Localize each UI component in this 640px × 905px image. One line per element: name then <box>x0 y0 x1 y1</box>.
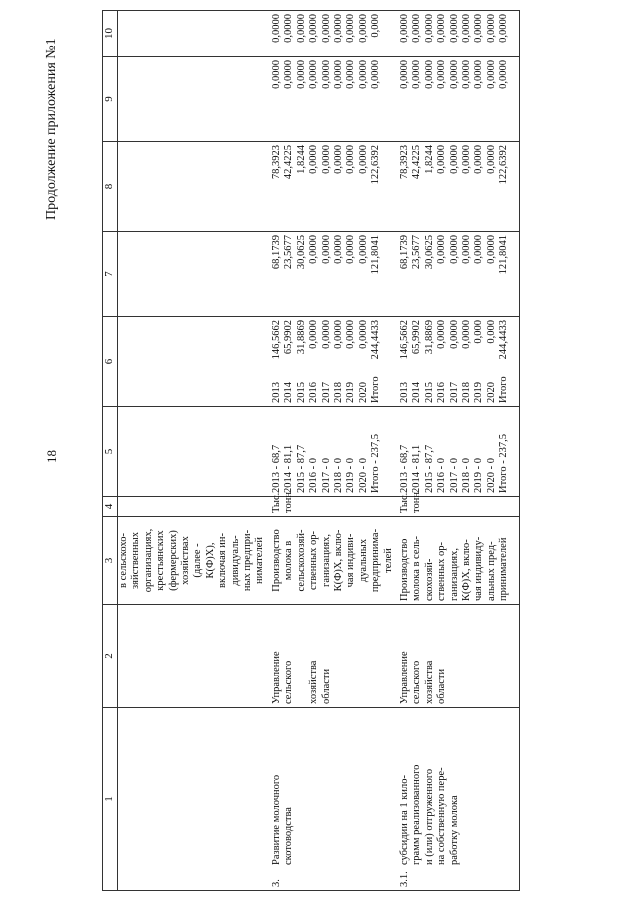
column-number: 6 <box>103 317 118 407</box>
col7-values: 68,1739 23,5677 30,0625 0,0000 0,0000 0,0000 0,0000 0,0000 121,8041 <box>395 232 520 317</box>
page-number: 18 <box>44 450 59 463</box>
target-values: 2013 - 68,7 2014 - 81,1 2015 - 87,7 2016 - 0 2017 - 0 2018 - 0 2019 - 0 2020 - 0 Итого - 237,5 <box>267 407 395 497</box>
executor: Управление сельского хозяйства области <box>267 605 395 708</box>
col10-values: 0,0000 0,0000 0,0000 0,0000 0,0000 0,0000 0,0000 0,0000 0,0000 <box>395 11 520 57</box>
measure-name: Развитие молочного скотоводства <box>270 774 295 865</box>
measure-cell <box>267 708 395 891</box>
years: 2013 2014 2015 2016 2017 2018 2019 2020 Итого <box>398 376 510 403</box>
target-values: 2013 - 68,7 2014 - 81,1 2015 - 87,7 2016 - 0 2017 - 0 2018 - 0 2019 - 0 2020 - 0 Итого - 237,5 <box>395 407 520 497</box>
executor: Управление сельского хозяйства области <box>395 605 520 708</box>
table-row <box>267 11 395 891</box>
col8-values: 78,3923 42,4225 1,8244 0,0000 0,0000 0,0000 0,0000 0,0000 122,6392 <box>395 142 520 232</box>
column-number: 7 <box>103 232 118 317</box>
indicator-name: Производство молока в сельскохозяй- ственных ор- ганизациях, К(Ф)Х, вклю- чая индиви- дуальных предпринима- телей <box>267 517 395 605</box>
years-and-col6 <box>395 317 520 407</box>
years-and-col6 <box>267 317 395 407</box>
row-number: 3. <box>270 879 282 887</box>
column-number: 4 <box>103 497 118 517</box>
column-number: 5 <box>103 407 118 497</box>
measure-cell <box>395 708 520 891</box>
col9-values: 0,0000 0,0000 0,0000 0,0000 0,0000 0,0000 0,0000 0,0000 0,0000 <box>395 57 520 142</box>
column-number: 2 <box>103 605 118 708</box>
column-number: 8 <box>103 142 118 232</box>
col10-values: 0,0000 0,0000 0,0000 0,0000 0,0000 0,0000 0,0000 0,0000 0,000 <box>267 11 395 57</box>
appendix-title: Продолжение приложения №1 <box>44 38 59 220</box>
row-number: 3.1. <box>398 871 410 887</box>
col7-values: 68,1739 23,5677 30,0625 0,0000 0,0000 0,0000 0,0000 0,0000 121,8041 <box>267 232 395 317</box>
indicator-name: Производство молока в сель- скохозяй- ственных ор- ганизациях, К(Ф)Х, вклю- чая индивиду- альных пред- принимателей <box>395 517 520 605</box>
years: 2013 2014 2015 2016 2017 2018 2019 2020 Итого <box>270 376 382 403</box>
continuation-row <box>118 11 267 891</box>
column-number: 10 <box>103 11 118 57</box>
col8-values: 78,3923 42,4225 1,8244 0,0000 0,0000 0,0000 0,0000 0,0000 122,6392 <box>267 142 395 232</box>
column-number: 1 <box>103 708 118 891</box>
col6-values: 146,5662 65,9902 31,8869 0,0000 0,0000 0,0000 0,000 0,000 244,4433 <box>398 320 510 360</box>
column-number: 3 <box>103 517 118 605</box>
indicator-continuation: в сельскохо- зяйственных организациях, крестьянских (фермерских) хозяйствах (далее - К(Ф)Х), включая ин- дивидуаль- ных предпри- нимателей <box>118 517 267 605</box>
table-row <box>395 11 520 891</box>
column-number-row <box>103 11 118 891</box>
program-table <box>102 10 520 891</box>
unit: Тыс. тонн <box>395 497 520 517</box>
unit: Тыс. тонн <box>267 497 395 517</box>
column-number: 9 <box>103 57 118 142</box>
col6-values: 146,5662 65,9902 31,8869 0,0000 0,0000 0,0000 0,0000 0,0000 244,4433 <box>270 320 382 360</box>
col9-values: 0,0000 0,0000 0,0000 0,0000 0,0000 0,0000 0,0000 0,0000 0,0000 <box>267 57 395 142</box>
measure-name: субсидии на 1 кило- грамм реализованного и (или) отгруженного на собственную пере- работку молока <box>398 764 460 865</box>
